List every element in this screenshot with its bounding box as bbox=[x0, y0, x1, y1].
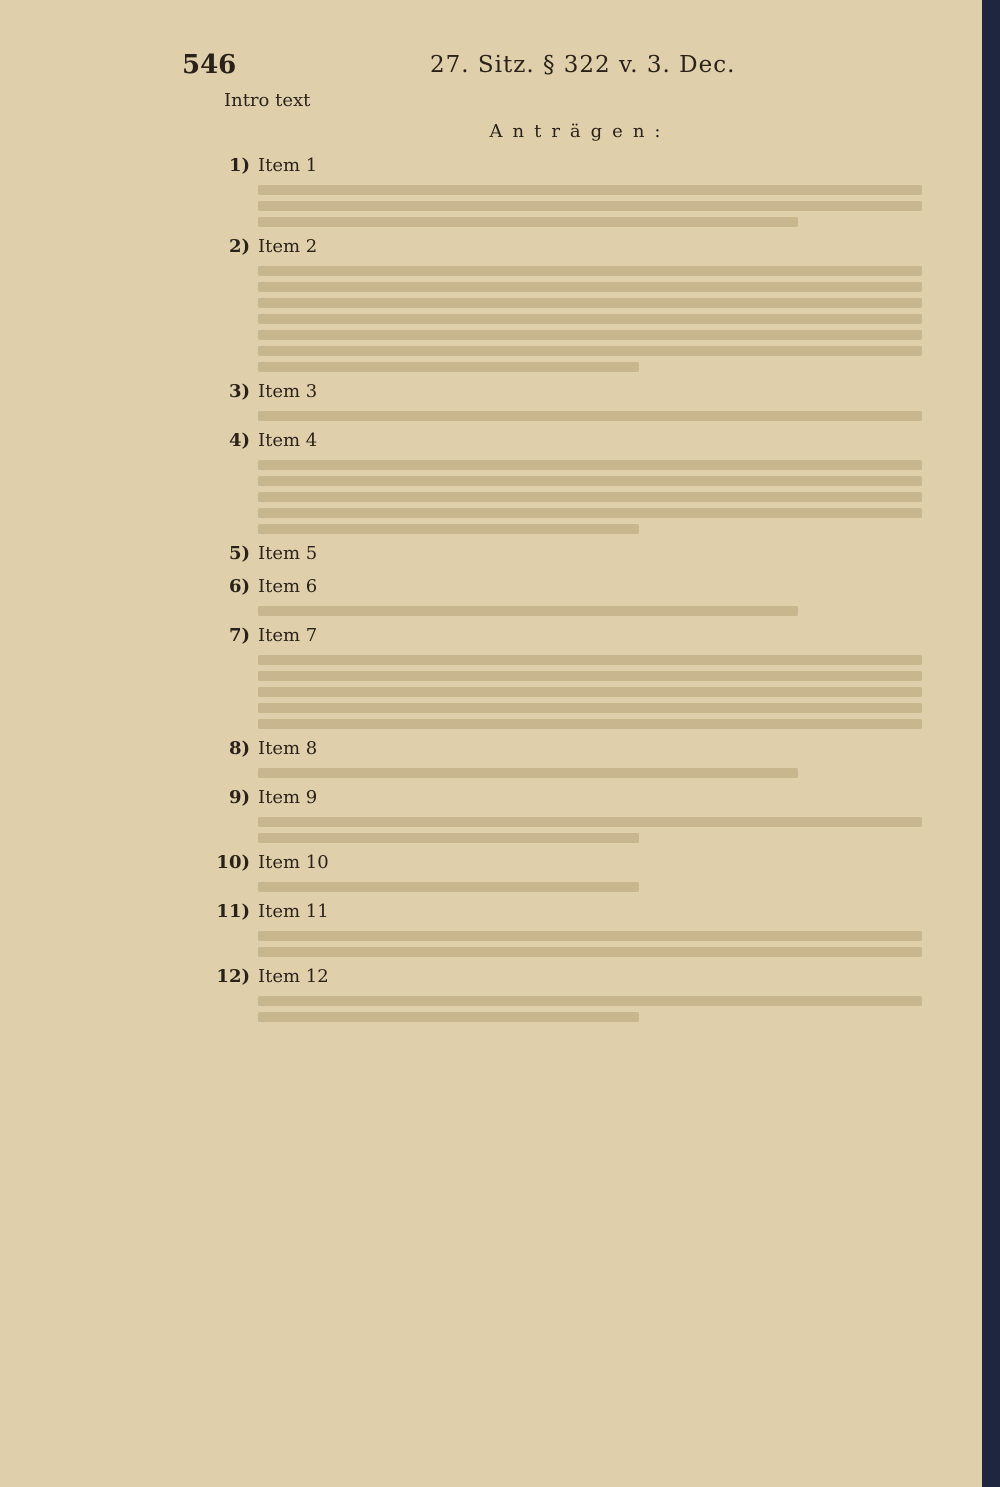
list-item bbox=[210, 963, 950, 1022]
list-item bbox=[210, 233, 950, 372]
text-line bbox=[258, 996, 922, 1006]
item-label: Item 6 bbox=[258, 576, 318, 597]
item-text bbox=[258, 898, 950, 957]
text-line bbox=[258, 606, 798, 616]
list-item bbox=[210, 784, 950, 843]
list-item bbox=[210, 152, 950, 227]
page-header bbox=[0, 42, 982, 82]
list-item bbox=[210, 735, 950, 778]
running-head: 27. Sitz. § 322 v. 3. Dec. bbox=[430, 52, 736, 78]
item-label: Item 8 bbox=[258, 738, 318, 759]
item-text bbox=[258, 152, 950, 227]
item-number: 11) bbox=[216, 901, 250, 922]
text-line bbox=[258, 687, 922, 697]
item-number: 7) bbox=[228, 625, 250, 646]
text-line bbox=[258, 703, 922, 713]
list-item bbox=[210, 898, 950, 957]
text-line bbox=[258, 330, 922, 340]
text-line bbox=[258, 768, 798, 778]
item-label: Item 12 bbox=[258, 966, 329, 987]
list-item bbox=[210, 378, 950, 421]
item-number: 10) bbox=[216, 852, 250, 873]
list-item bbox=[210, 427, 950, 534]
text-line bbox=[258, 655, 922, 665]
text-line bbox=[258, 411, 922, 421]
item-number: 9) bbox=[228, 787, 250, 808]
item-label: Item 4 bbox=[258, 430, 318, 451]
text-line bbox=[258, 266, 922, 276]
text-line bbox=[258, 508, 922, 518]
item-number: 4) bbox=[228, 430, 250, 451]
item-number: 1) bbox=[228, 155, 250, 176]
item-text bbox=[258, 573, 950, 616]
item-number: 8) bbox=[228, 738, 250, 759]
item-text bbox=[258, 378, 950, 421]
text-line bbox=[258, 931, 922, 941]
text-line bbox=[258, 346, 922, 356]
text-line bbox=[258, 298, 922, 308]
item-number: 5) bbox=[228, 543, 250, 564]
text-line bbox=[258, 947, 922, 957]
page-number: 546 bbox=[182, 50, 237, 80]
item-label: Item 9 bbox=[258, 787, 318, 808]
item-label: Item 2 bbox=[258, 236, 318, 257]
item-label: Item 7 bbox=[258, 625, 318, 646]
item-text bbox=[258, 540, 950, 567]
item-text bbox=[258, 735, 950, 778]
list-item bbox=[210, 849, 950, 892]
item-number: 2) bbox=[228, 236, 250, 257]
list-item bbox=[210, 573, 950, 616]
list-item bbox=[210, 622, 950, 729]
text-line bbox=[258, 671, 922, 681]
text-line bbox=[258, 314, 922, 324]
item-label: Item 11 bbox=[258, 901, 329, 922]
item-number: 12) bbox=[216, 966, 250, 987]
text-line bbox=[258, 362, 639, 372]
text-line bbox=[258, 460, 922, 470]
text-line bbox=[258, 476, 922, 486]
text-line bbox=[258, 492, 922, 502]
text-line bbox=[258, 833, 639, 843]
item-text bbox=[258, 849, 950, 892]
text-line bbox=[258, 719, 922, 729]
text-line bbox=[258, 217, 798, 227]
item-text bbox=[258, 622, 950, 729]
item-label: Item 1 bbox=[258, 155, 318, 176]
text-line bbox=[258, 882, 639, 892]
intro-paragraph: Intro text bbox=[224, 90, 311, 111]
item-label: Item 3 bbox=[258, 381, 318, 402]
section-subhead: Anträgen: bbox=[489, 121, 671, 142]
text-line bbox=[258, 185, 922, 195]
list-item bbox=[210, 540, 950, 567]
item-label: Item 5 bbox=[258, 543, 318, 564]
item-number: 6) bbox=[228, 576, 250, 597]
text-line bbox=[258, 524, 639, 534]
text-line bbox=[258, 282, 922, 292]
item-text bbox=[258, 427, 950, 534]
page-body bbox=[210, 88, 950, 1028]
item-text bbox=[258, 233, 950, 372]
item-text bbox=[258, 963, 950, 1022]
text-line bbox=[258, 201, 922, 211]
item-label: Item 10 bbox=[258, 852, 329, 873]
item-number: 3) bbox=[228, 381, 250, 402]
item-text bbox=[258, 784, 950, 843]
text-line bbox=[258, 817, 922, 827]
text-line bbox=[258, 1012, 639, 1022]
